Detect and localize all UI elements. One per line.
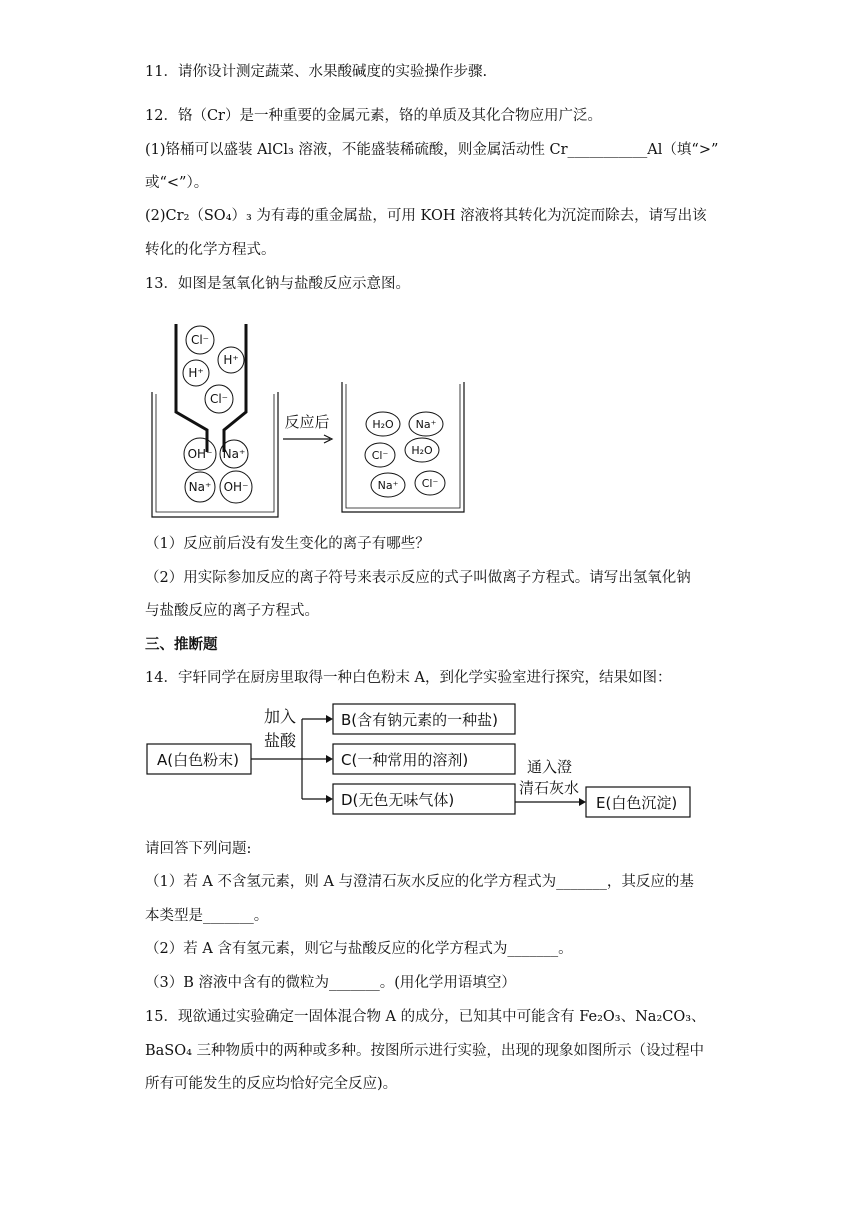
ion-top-4: Cl⁻ (209, 392, 229, 406)
ion-top-1: Cl⁻ (190, 333, 210, 347)
q15-line3: 所有可能发生的反应均恰好完全反应)。 (145, 1076, 398, 1092)
flow-add-label-1: 加入 (264, 707, 297, 726)
ion-b2-2: Na⁺ (415, 418, 437, 431)
q12-part1-line2: 或“<”）。 (145, 175, 209, 191)
q14-sub2: （2）若 A 含有氢元素，则它与盐酸反应的化学方程式为_______。 (145, 941, 573, 957)
flow-d: D(无色无味气体) (341, 791, 455, 809)
ion-b1-3: Na⁺ (188, 480, 212, 494)
q12-stem: 12．铬（Cr）是一种重要的金属元素，铬的单质及其化合物应用广泛。 (145, 108, 602, 124)
arrow-label: 反应后 (284, 413, 330, 431)
flow-pass-label-1: 通入澄 (527, 758, 573, 776)
q12-part1-line1: (1)铬桶可以盛装 AlCl₃ 溶液，不能盛装稀硫酸，则金属活动性 Cr___________Al（填“>” (145, 142, 719, 158)
q13-sub2-line2: 与盐酸反应的离子方程式。 (145, 603, 319, 619)
ion-b2-5: Na⁺ (377, 479, 399, 492)
flow-a: A(白色粉末) (157, 751, 239, 769)
q12-part2-line2: 转化的化学方程式。 (145, 242, 276, 258)
ion-top-2: H⁺ (223, 353, 239, 367)
q14-sub1-line1: （1）若 A 不含氢元素，则 A 与澄清石灰水反应的化学方程式为_______，其反应的基 (145, 874, 694, 890)
reaction-diagram (0, 312, 860, 527)
q12-part2-line1: (2)Cr₂（SO₄）₃ 为有毒的重金属盐，可用 KOH 溶液将其转化为沉淀而除去，请写出该 (145, 208, 707, 224)
q13-sub2-line1: （2）用实际参加反应的离子符号来表示反应的式子叫做离子方程式。请写出氢氧化钠 (145, 570, 691, 586)
q14-sub3: （3）B 溶液中含有的微粒为_______。(用化学用语填空） (145, 975, 516, 991)
flow-diagram (0, 698, 860, 828)
q15-line2: BaSO₄ 三种物质中的两种或多种。按图所示进行实验，出现的现象如图所示（设过程中 (145, 1043, 705, 1059)
ion-b1-1: OH⁻ (187, 447, 213, 461)
section-title: 三、推断题 (145, 637, 218, 653)
q14-stem: 14．宇轩同学在厨房里取得一种白色粉末 A，到化学实验室进行探究，结果如图： (145, 670, 672, 686)
q13-stem: 13．如图是氢氧化钠与盐酸反应示意图。 (145, 276, 410, 292)
ion-b2-1: H₂O (372, 418, 394, 431)
ion-b2-4: H₂O (411, 444, 433, 457)
ion-b2-3: Cl⁻ (371, 449, 389, 462)
q11-text: 11．请你设计测定蔬菜、水果酸碱度的实验操作步骤. (145, 64, 488, 80)
flow-e: E(白色沉淀) (596, 794, 678, 812)
ion-top-3: H⁺ (188, 366, 204, 380)
q15-line1: 15．现欲通过实验确定一固体混合物 A 的成分，已知其中可能含有 Fe₂O₃、Na₂CO₃、 (145, 1009, 706, 1025)
q13-sub1: （1）反应前后没有发生变化的离子有哪些？ (145, 536, 430, 552)
flow-add-label-2: 盐酸 (264, 731, 297, 750)
flow-pass-label-2: 清石灰水 (519, 779, 580, 797)
flow-b: B(含有钠元素的一种盐) (341, 711, 498, 729)
q14-prompt: 请回答下列问题: (145, 841, 252, 857)
ion-b2-6: Cl⁻ (421, 477, 439, 490)
ion-b1-4: OH⁻ (223, 480, 249, 494)
ion-b1-2: Na⁺ (222, 447, 246, 461)
flow-c: C(一种常用的溶剂) (341, 751, 469, 769)
q14-sub1-line2: 本类型是_______。 (145, 908, 269, 924)
